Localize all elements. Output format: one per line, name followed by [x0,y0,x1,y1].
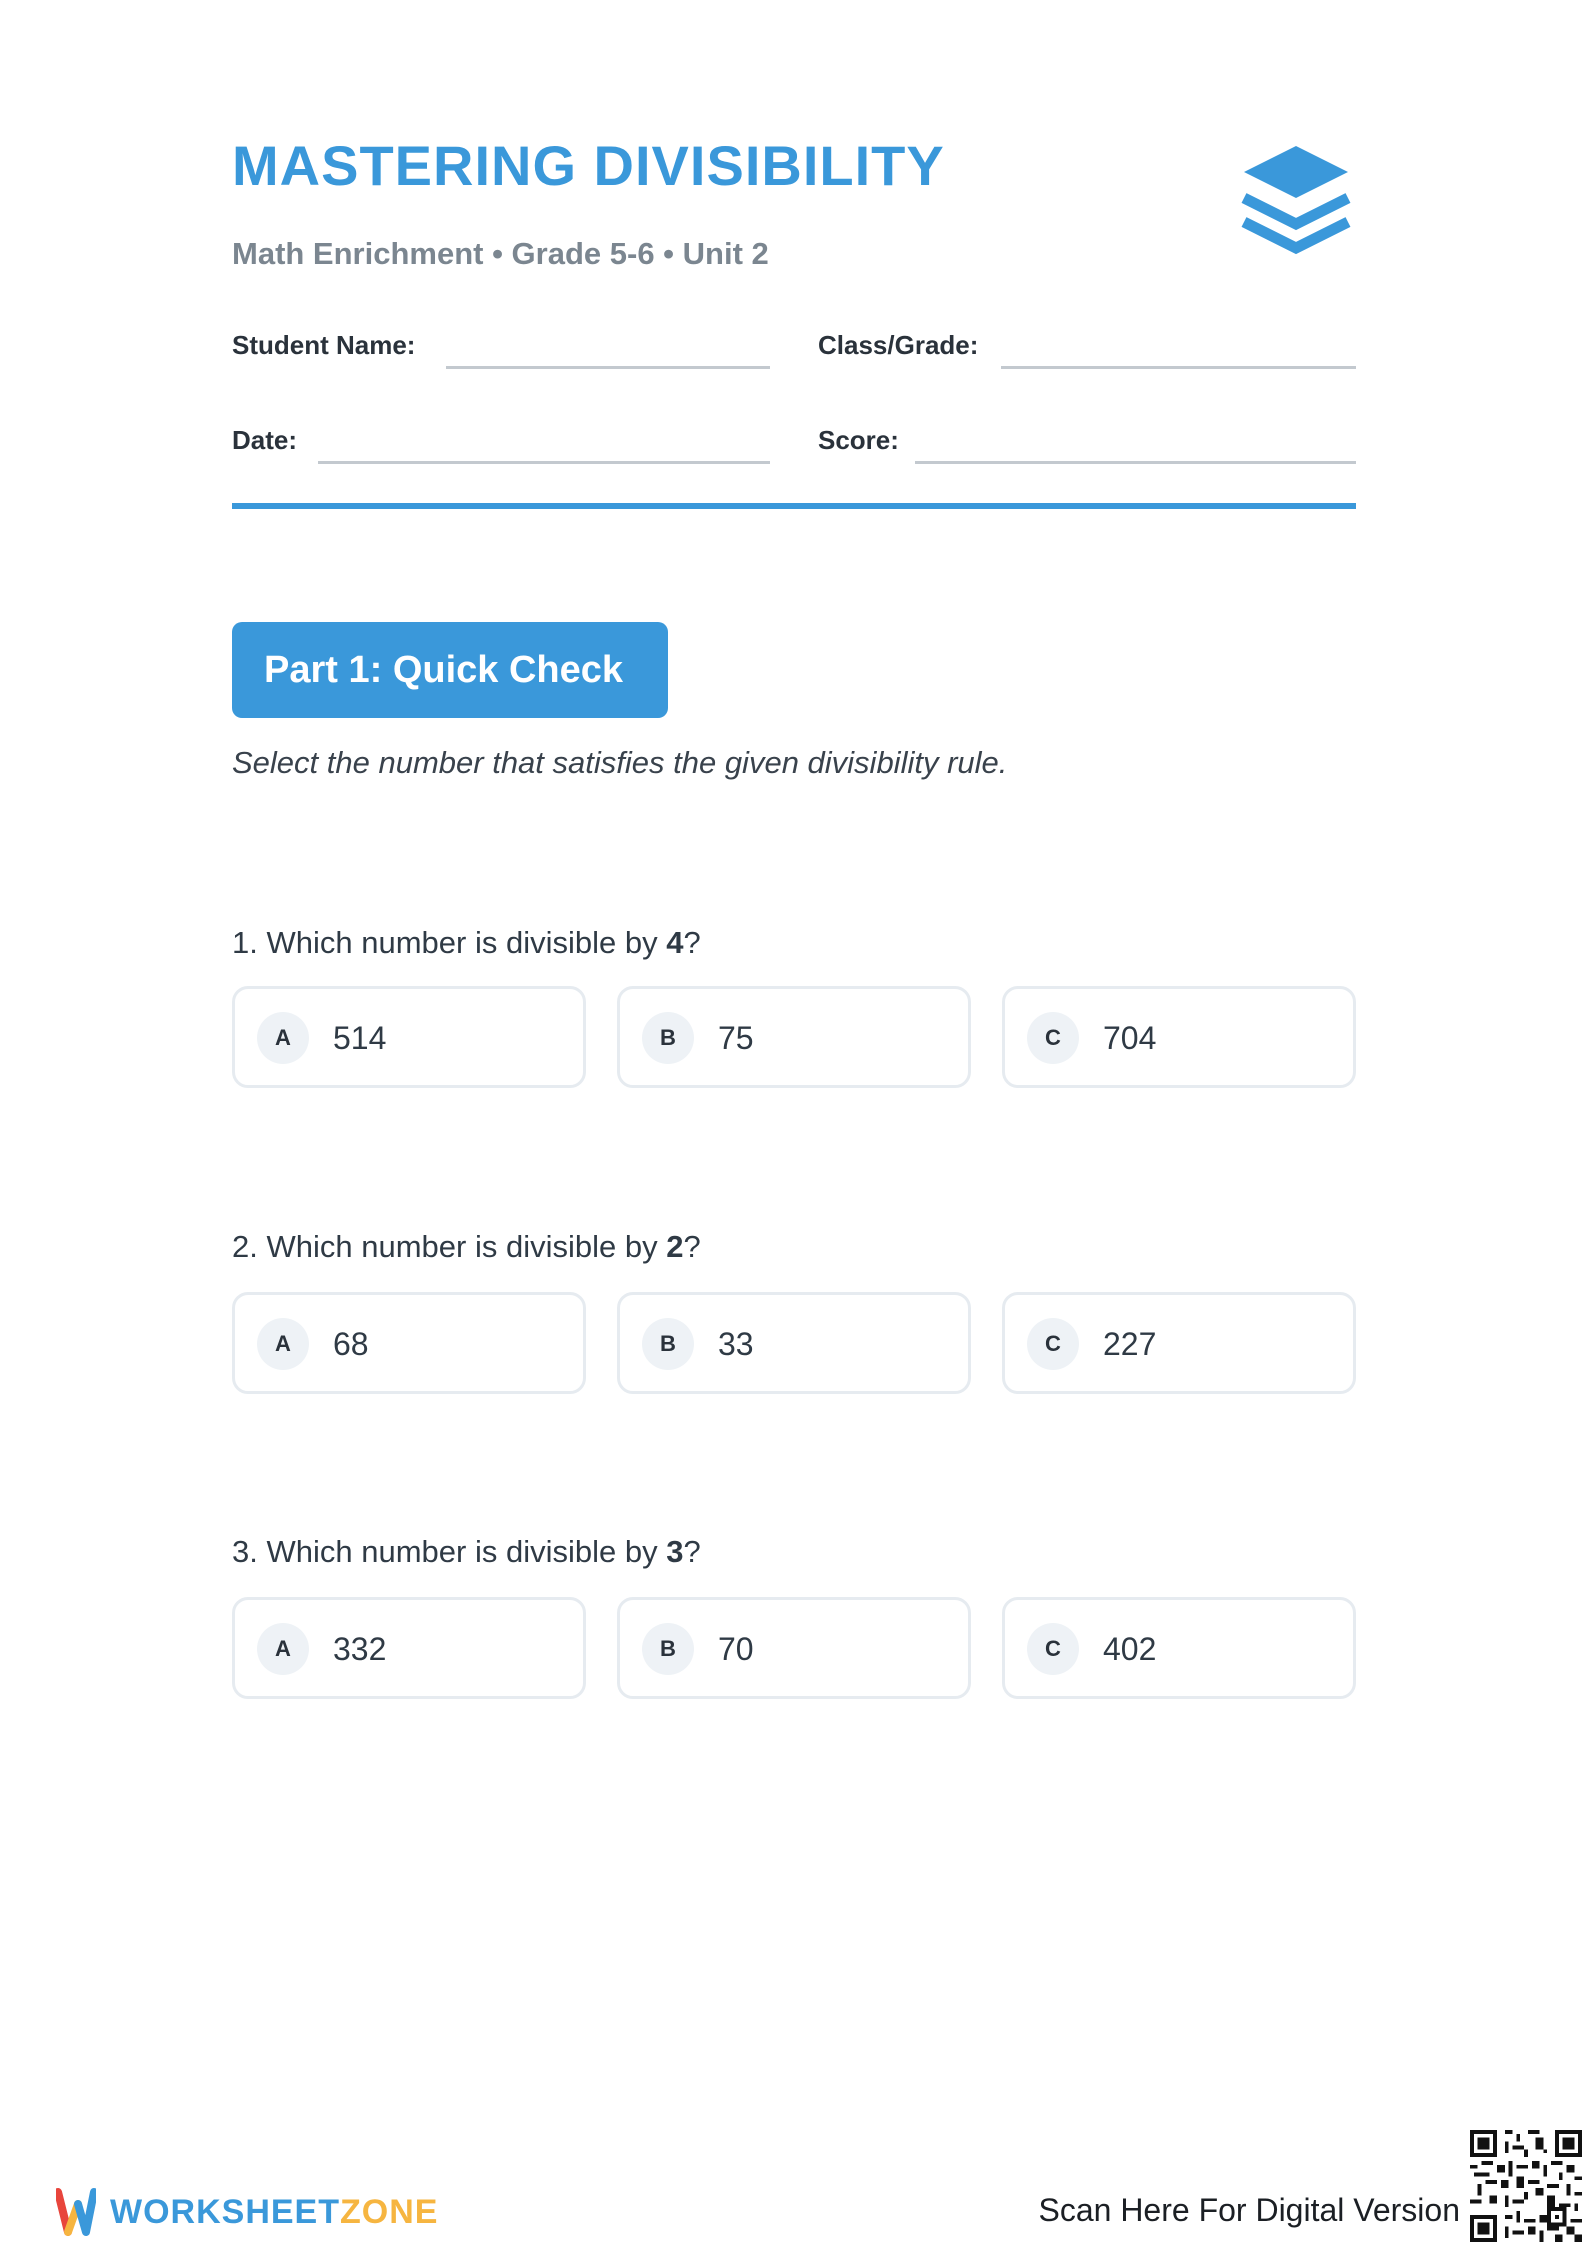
option-value: 33 [718,1326,754,1362]
option-letter: C [1027,1623,1079,1675]
question-divisor: 4 [666,925,684,960]
option-value: 75 [718,1020,754,1056]
class-grade-field[interactable] [1001,366,1356,369]
option-value: 704 [1103,1020,1157,1056]
question-prompt: Which number is divisible by [266,1229,658,1264]
question-3 [232,1534,701,1570]
option-letter: A [257,1623,309,1675]
option-1b[interactable] [617,986,971,1088]
class-grade-label: Class/Grade: [818,330,979,360]
option-value: 68 [333,1326,369,1362]
question-prompt: Which number is divisible by [266,925,658,960]
section-title: Part 1: Quick Check [232,622,668,718]
score-field[interactable] [915,461,1356,464]
date-field[interactable] [318,461,770,464]
page-subtitle: Math Enrichment • Grade 5-6 • Unit 2 [232,236,769,271]
question-number: 3. [232,1534,258,1569]
option-2c[interactable] [1002,1292,1356,1394]
student-name-field[interactable] [446,366,770,369]
option-value: 70 [718,1631,754,1667]
option-letter: C [1027,1012,1079,1064]
question-number: 2. [232,1229,258,1264]
section-instructions: Select the number that satisfies the given divisibility rule. [232,745,1008,780]
option-letter: B [642,1623,694,1675]
scan-caption: Scan Here For Digital Version [1038,2192,1460,2228]
question-mark: ? [683,1534,701,1569]
question-mark: ? [683,925,701,960]
brand-name: WORKSHEETZONE [110,2192,439,2231]
qr-code-icon[interactable] [1470,2130,1582,2242]
option-2a[interactable] [232,1292,586,1394]
brand-logo [56,2186,438,2238]
question-mark: ? [683,1229,701,1264]
option-value: 227 [1103,1326,1157,1362]
header-divider [232,503,1356,509]
option-2b[interactable] [617,1292,971,1394]
stacked-layers-icon [1236,146,1356,256]
option-value: 402 [1103,1631,1157,1667]
date-label: Date: [232,425,298,455]
option-value: 332 [333,1631,387,1667]
question-divisor: 3 [666,1534,684,1569]
option-letter: A [257,1012,309,1064]
page-title: MASTERING DIVISIBILITY [232,134,945,197]
option-letter: B [642,1318,694,1370]
score-label: Score: [818,425,899,455]
option-value: 514 [333,1020,387,1056]
student-name-label: Student Name: [232,330,416,360]
question-divisor: 2 [666,1229,684,1264]
option-letter: C [1027,1318,1079,1370]
question-2 [232,1229,701,1265]
option-3b[interactable] [617,1597,971,1699]
option-1a[interactable] [232,986,586,1088]
option-1c[interactable] [1002,986,1356,1088]
worksheetzone-w-icon [56,2186,96,2238]
option-3c[interactable] [1002,1597,1356,1699]
option-3a[interactable] [232,1597,586,1699]
question-1 [232,925,701,961]
option-letter: B [642,1012,694,1064]
question-number: 1. [232,925,258,960]
option-letter: A [257,1318,309,1370]
question-prompt: Which number is divisible by [266,1534,658,1569]
